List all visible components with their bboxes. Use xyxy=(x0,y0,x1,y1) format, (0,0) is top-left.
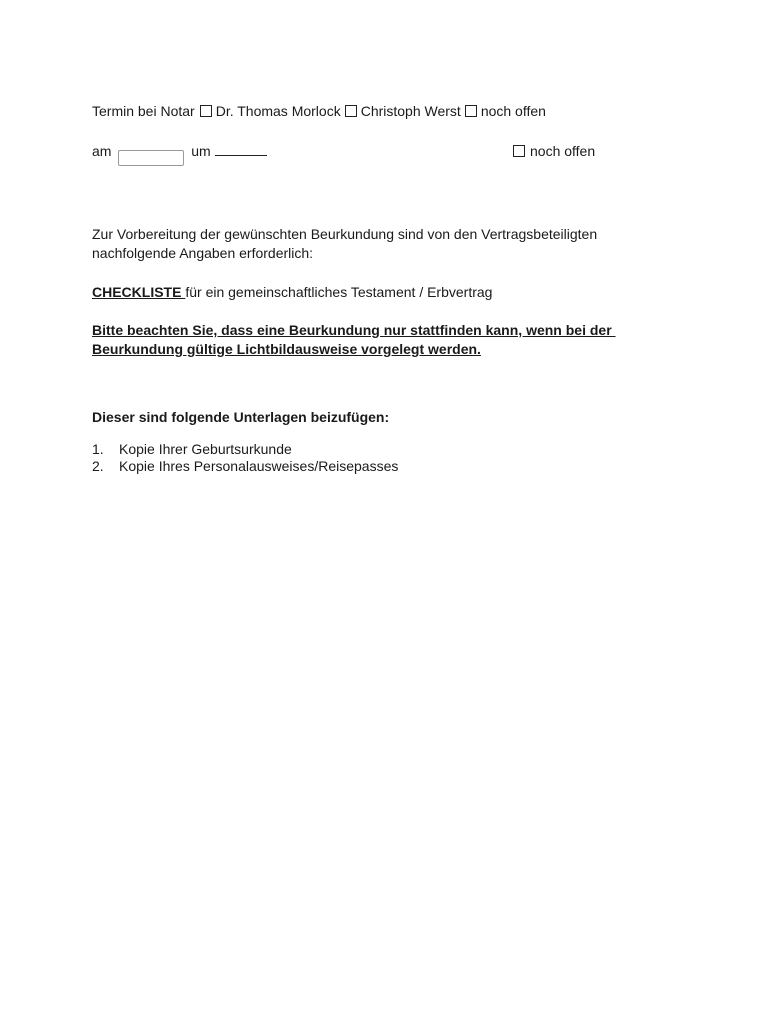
checklist-heading: CHECKLISTE xyxy=(92,284,186,300)
checklist-line xyxy=(92,283,492,301)
notary-selection-line xyxy=(92,102,546,120)
notary-label: Termin bei Notar xyxy=(92,103,195,119)
um-label: um xyxy=(191,143,211,159)
time-blank-field[interactable] xyxy=(215,142,267,156)
intro-line-2: nachfolgende Angaben erforderlich: xyxy=(92,245,314,261)
list-item-text: Kopie Ihrer Geburtsurkunde xyxy=(119,441,292,457)
date-open-line xyxy=(513,142,595,160)
date-time-line xyxy=(92,142,267,166)
list-item-number: 1. xyxy=(92,441,104,457)
documents-list xyxy=(92,441,398,475)
intro-line-1: Zur Vorbereitung der gewünschten Beurkundung sind von den Vertragsbeteiligten xyxy=(92,226,598,242)
list-item-text: Kopie Ihres Personalausweises/Reisepasses xyxy=(119,458,399,474)
notice-line-2: Beurkundung gültige Lichtbildausweise vorgelegt werden. xyxy=(92,341,481,357)
option-noch-offen-label: noch offen xyxy=(480,103,546,119)
notice-line-1: Bitte beachten Sie, dass eine Beurkundung nur stattfinden kann, wenn bei der xyxy=(92,322,616,338)
checkbox-morlock[interactable] xyxy=(200,105,212,117)
date-input[interactable] xyxy=(118,150,184,166)
option-morlock-label: Dr. Thomas Morlock xyxy=(215,103,341,119)
date-noch-offen-label: noch offen xyxy=(530,143,596,159)
am-label: am xyxy=(92,143,112,159)
checklist-subject: für ein gemeinschaftliches Testament / Erbvertrag xyxy=(185,284,493,300)
documents-heading: Dieser sind folgende Unterlagen beizufügen: xyxy=(92,409,390,425)
list-item xyxy=(92,458,398,475)
option-werst-label: Christoph Werst xyxy=(360,103,461,119)
list-item xyxy=(92,441,398,458)
checkbox-date-noch-offen[interactable] xyxy=(513,145,525,157)
checkbox-noch-offen[interactable] xyxy=(465,105,477,117)
checkbox-werst[interactable] xyxy=(345,105,357,117)
list-item-number: 2. xyxy=(92,458,104,474)
